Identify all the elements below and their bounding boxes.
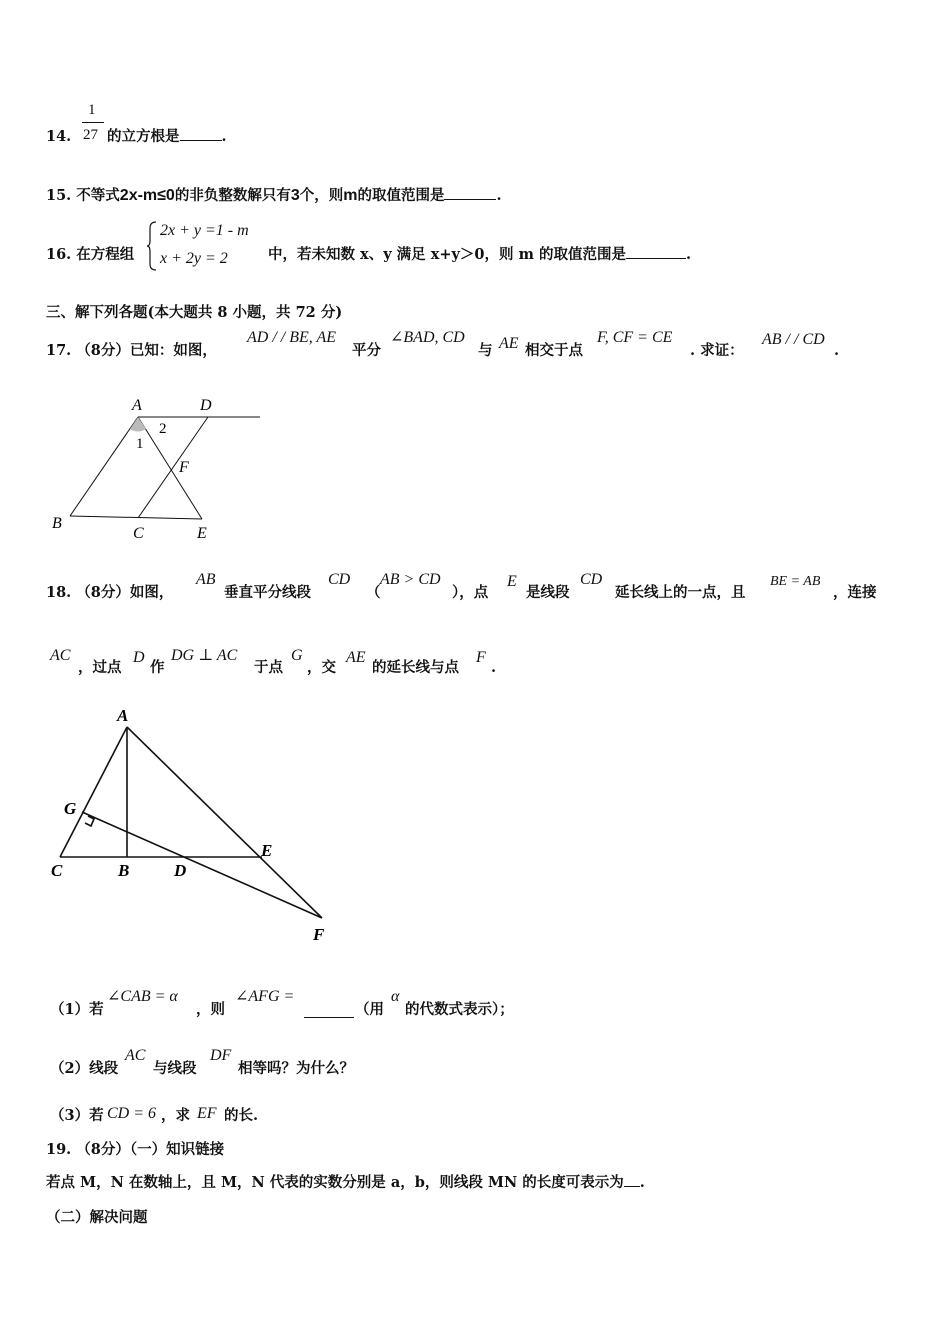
q18-sub3-text-3: 的长. <box>224 1107 259 1124</box>
label-B: B <box>52 515 62 532</box>
label-E: E <box>261 841 273 860</box>
q17-math-5: AB / / CD <box>762 331 825 348</box>
answer-blank <box>444 199 496 200</box>
q18-sub2-text-3: 相等吗？为什么？ <box>238 1060 354 1077</box>
q18-sub3-text-2: ，求 <box>161 1107 190 1124</box>
answer-blank <box>624 1186 640 1187</box>
angle-mark <box>130 417 146 432</box>
q18-sub1-text-2: ，则 <box>196 1001 225 1018</box>
q18-text-6: ，过点 <box>78 659 122 676</box>
q16-lead: 16. 在方程组 <box>46 246 135 263</box>
q18-sub1-text-4: 的代数式表示）； <box>405 1001 514 1018</box>
q17-text-5: . 求证： <box>690 342 744 359</box>
q18-math-1: AB <box>196 571 216 588</box>
label-A: A <box>132 397 142 414</box>
q18-sub1-lead: （1）若 <box>50 1001 104 1018</box>
q16-equation-1: 2x + y =1 - m <box>160 222 249 239</box>
label-A: A <box>117 706 129 725</box>
q16-equation-2: x + 2y = 2 <box>160 250 228 267</box>
label-angle-1: 1 <box>136 436 144 452</box>
q18-math-5: CD <box>580 571 603 588</box>
q18-sub2-text-2: 与线段 <box>153 1060 197 1077</box>
label-F: F <box>179 459 189 476</box>
q18-sub2-math-1: AC <box>125 1047 146 1064</box>
q18-end: . <box>491 659 497 676</box>
q18-sub2-lead: （2）线段 <box>50 1060 119 1077</box>
q18-math-11: AE <box>346 649 366 666</box>
q17-math-1: AD / / BE, AE <box>247 329 337 346</box>
q18-sub3-math-2: EF <box>197 1105 217 1122</box>
q18-sub1-math-3: α <box>391 988 400 1005</box>
q19-lead: 19. （8分）（一）知识链接 <box>46 1141 225 1158</box>
q14-text: 的立方根是 . <box>107 128 227 145</box>
answer-blank <box>304 1003 354 1018</box>
q17-text-3: 与 <box>478 342 493 359</box>
q17-math-2: ∠BAD, CD <box>390 329 465 346</box>
label-F: F <box>313 925 325 944</box>
q17-end: . <box>834 342 840 359</box>
label-D: D <box>174 861 187 880</box>
q18-text-10: 的延长线与点 <box>372 659 459 676</box>
q18-text-5: ，连接 <box>833 584 877 601</box>
q18-math-12: F <box>476 649 486 666</box>
q18-math-6: BE = AB <box>770 574 821 589</box>
q18-text-9: ，交 <box>307 659 336 676</box>
label-B: B <box>118 861 130 880</box>
q14-frac-numerator: 1 <box>88 102 96 118</box>
q17-text-2: 平分 <box>352 342 381 359</box>
label-D: D <box>200 397 212 414</box>
label-C: C <box>51 861 63 880</box>
q14-frac-bar <box>82 122 104 123</box>
q18-text-3: 是线段 <box>526 584 570 601</box>
q18-math-2: CD <box>328 571 351 588</box>
label-G: G <box>64 799 77 818</box>
q18-text-p2: ），点 <box>452 584 489 601</box>
q14-number: 14. <box>46 128 72 145</box>
q16-text: 中，若未知数 x、y 满足 x+y＞0，则 m 的取值范围是 . <box>268 246 692 263</box>
q18-figure <box>40 700 350 950</box>
q18-sub3-math-1: CD = 6 <box>107 1105 157 1122</box>
q18-math-10: G <box>291 647 303 664</box>
q14-frac-denominator: 27 <box>83 127 98 143</box>
q18-sub1-math-2: ∠AFG = <box>235 988 295 1005</box>
q19-line: 若点 M，N 在数轴上，且 M，N 代表的实数分别是 a，b，则线段 MN 的长度可表示为 . <box>46 1174 645 1191</box>
q15: 15. 不等式2x-m≤0的非负整数解只有3个，则m的取值范围是 . <box>46 187 502 204</box>
q18-math-4: E <box>507 573 517 590</box>
q17-math-4: F, CF = CE <box>597 329 673 346</box>
q18-math-8: D <box>133 649 145 666</box>
label-C: C <box>133 525 144 542</box>
q17-lead: 17. （8分）已知：如图， <box>46 342 217 359</box>
q17-math-3: AE <box>499 335 519 352</box>
q18-sub1-text-3: （用 <box>355 1001 384 1018</box>
q18-text-4: 延长线上的一点，且 <box>615 584 746 601</box>
q18-text-7: 作 <box>150 659 165 676</box>
q19-part2: （二）解决问题 <box>46 1209 148 1226</box>
q18-sub2-math-2: DF <box>210 1047 232 1064</box>
q17-figure <box>40 388 280 548</box>
q18-math-7: AC <box>50 647 71 664</box>
q18-text-8: 于点 <box>254 659 283 676</box>
label-angle-2: 2 <box>159 421 167 437</box>
answer-blank <box>626 258 686 259</box>
answer-blank <box>180 140 222 141</box>
q18-math-9: DG ⊥ AC <box>171 647 238 664</box>
q18-text-2: 垂直平分线段 <box>224 584 311 601</box>
q17-text-4: 相交于点 <box>525 342 583 359</box>
q18-sub1-math-1: ∠CAB = α <box>107 988 178 1005</box>
q18-sub3-lead: （3）若 <box>50 1107 104 1124</box>
q16-brace <box>146 220 158 272</box>
label-E: E <box>197 525 207 542</box>
q18-math-3: AB > CD <box>380 571 441 588</box>
section3-title: 三、解下列各题(本大题共 8 小题，共 72 分) <box>46 304 343 321</box>
q18-lead: 18. （8分）如图， <box>46 584 174 601</box>
q18-paren-open: （ <box>366 584 381 601</box>
